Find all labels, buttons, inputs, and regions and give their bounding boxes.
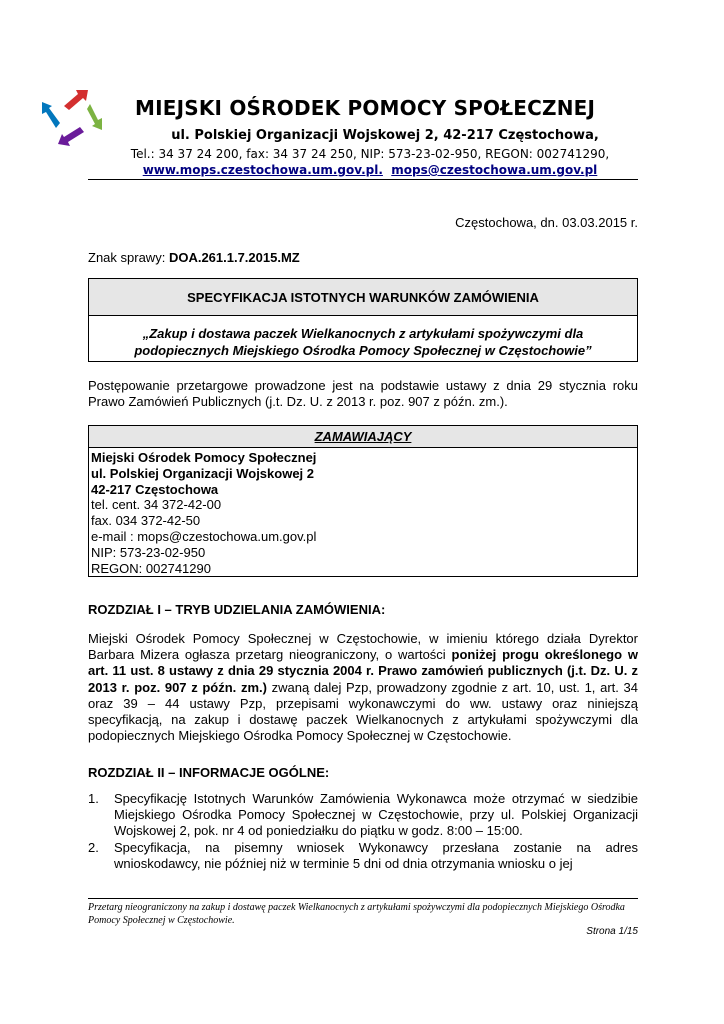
org-links [100, 163, 640, 177]
list-item-number: 2. [88, 839, 99, 855]
section2-heading: ROZDZIAŁ II – INFORMACJE OGÓLNE: [88, 765, 330, 780]
spec-title-line1: „Zakup i dostawa paczek Wielkanocnych z artykułami spożywczymi dla [142, 326, 584, 341]
section1-text-b: zwaną dalej Pzp, prowadzony zgodnie z art. 10, ust. 1, art. 34 oraz 39 – 44 ustawy Pzp, przepisami wykonawczymi do ww. ustawy oraz niniejszą specyfikacją, na zakup i dostawę paczek Wielkanocnych z artykułami spożywczymi dla podopiecznych Miejskiego Ośrodka Pomocy Społecznej w Częstochowie. [88, 679, 638, 744]
spec-box [88, 278, 638, 362]
list-item [88, 840, 638, 872]
contractor-box [88, 425, 638, 577]
contractor-details [89, 448, 637, 576]
contractor-city: 42-217 Częstochowa [91, 481, 219, 497]
contractor-name: Miejski Ośrodek Pomocy Społecznej [91, 450, 317, 465]
list-item-text: Specyfikację Istotnych Warunków Zamówienia Wykonawca może otrzymać w siedzibie Miejskiego Ośrodka Pomocy Społecznej w Częstochowie, przy ul. Polskiej Organizacji Wojskowej 2, pok. nr 4 od poniedziałku do piątku w godz. 8:00 – 15:00. [114, 791, 638, 839]
contractor-heading: ZAMAWIAJĄCY [89, 426, 637, 448]
spec-title [89, 316, 637, 359]
case-number [88, 250, 638, 266]
section1-heading: ROZDZIAŁ I – TRYB UDZIELANIA ZAMÓWIENIA: [88, 602, 386, 617]
case-value: DOA.261.1.7.2015.MZ [168, 250, 300, 265]
list-item-text: Specyfikacja, na pisemny wniosek Wykonawcy przesłana zostanie na adres wnioskodawcy, nie później niż w terminie 5 dni od dnia otrzymania wniosku o jej [114, 839, 638, 871]
mops-logo-icon [38, 84, 108, 148]
org-address: ul. Polskiej Organizacji Wojskowej 2, 42-217 Częstochowa, [171, 128, 599, 143]
spec-heading: SPECYFIKACJA ISTOTNYCH WARUNKÓW ZAMÓWIENIA [89, 279, 637, 316]
list-item [88, 791, 638, 840]
website-link[interactable]: www.mops.czestochowa.um.gov.pl. [142, 163, 383, 177]
contractor-nip: NIP: 573-23-02-950 [91, 544, 206, 560]
section1-text-a: Miejski Ośrodek Pomocy Społecznej w Częstochowie, w imieniu którego działa Dyrektor Barbara Mizera ogłasza przetarg nieograniczony, o wartości [88, 631, 638, 663]
header-divider [88, 179, 638, 180]
email-link[interactable]: mops@czestochowa.um.gov.pl [391, 163, 598, 177]
contractor-tel: tel. cent. 34 372-42-00 [91, 497, 222, 513]
section1-body [88, 631, 638, 744]
case-label: Znak sprawy: [88, 250, 166, 265]
page-number: Strona 1/15 [586, 926, 638, 937]
contractor-street: ul. Polskiej Organizacji Wojskowej 2 [91, 465, 314, 481]
intro-paragraph: Postępowanie przetargowe prowadzone jest na podstawie ustawy z dnia 29 stycznia roku Prawo Zamówień Publicznych (j.t. Dz. U. z 2013 r. poz. 907 z późn. zm.). [88, 378, 638, 409]
footer-divider [88, 898, 638, 899]
org-contact: Tel.: 34 37 24 200, fax: 34 37 24 250, NIP: 573-23-02-950, REGON: 002741290, [130, 147, 610, 161]
org-title: MIEJSKI OŚRODEK POMOCY SPOŁECZNEJ [135, 96, 596, 120]
document-date: Częstochowa, dn. 03.03.2015 r. [455, 215, 638, 230]
contractor-regon: REGON: 002741290 [91, 560, 211, 576]
contractor-fax: fax. 034 372-42-50 [91, 513, 201, 529]
contractor-email: e-mail : mops@czestochowa.um.gov.pl [91, 528, 317, 544]
section1-text-bold: poniżej progu określonego w art. 11 ust. 8 ustawy z dnia 29 stycznia 2004 r. Prawo zamówień publicznych (j.t. Dz. U. z 2013 r. poz. 907 z późn. zm.) [88, 647, 638, 695]
spec-title-line2: podopiecznych Miejskiego Ośrodka Pomocy Społecznej w Częstochowie” [134, 343, 592, 358]
section2-list [88, 791, 638, 872]
footer-text: Przetarg nieograniczony na zakup i dostawę paczek Wielkanocnych z artykułami spożywczymi dla podopiecznych Miejskiego Ośrodka Pomocy Społecznej w Częstochowie. [88, 902, 625, 926]
list-item-number: 1. [88, 791, 99, 806]
